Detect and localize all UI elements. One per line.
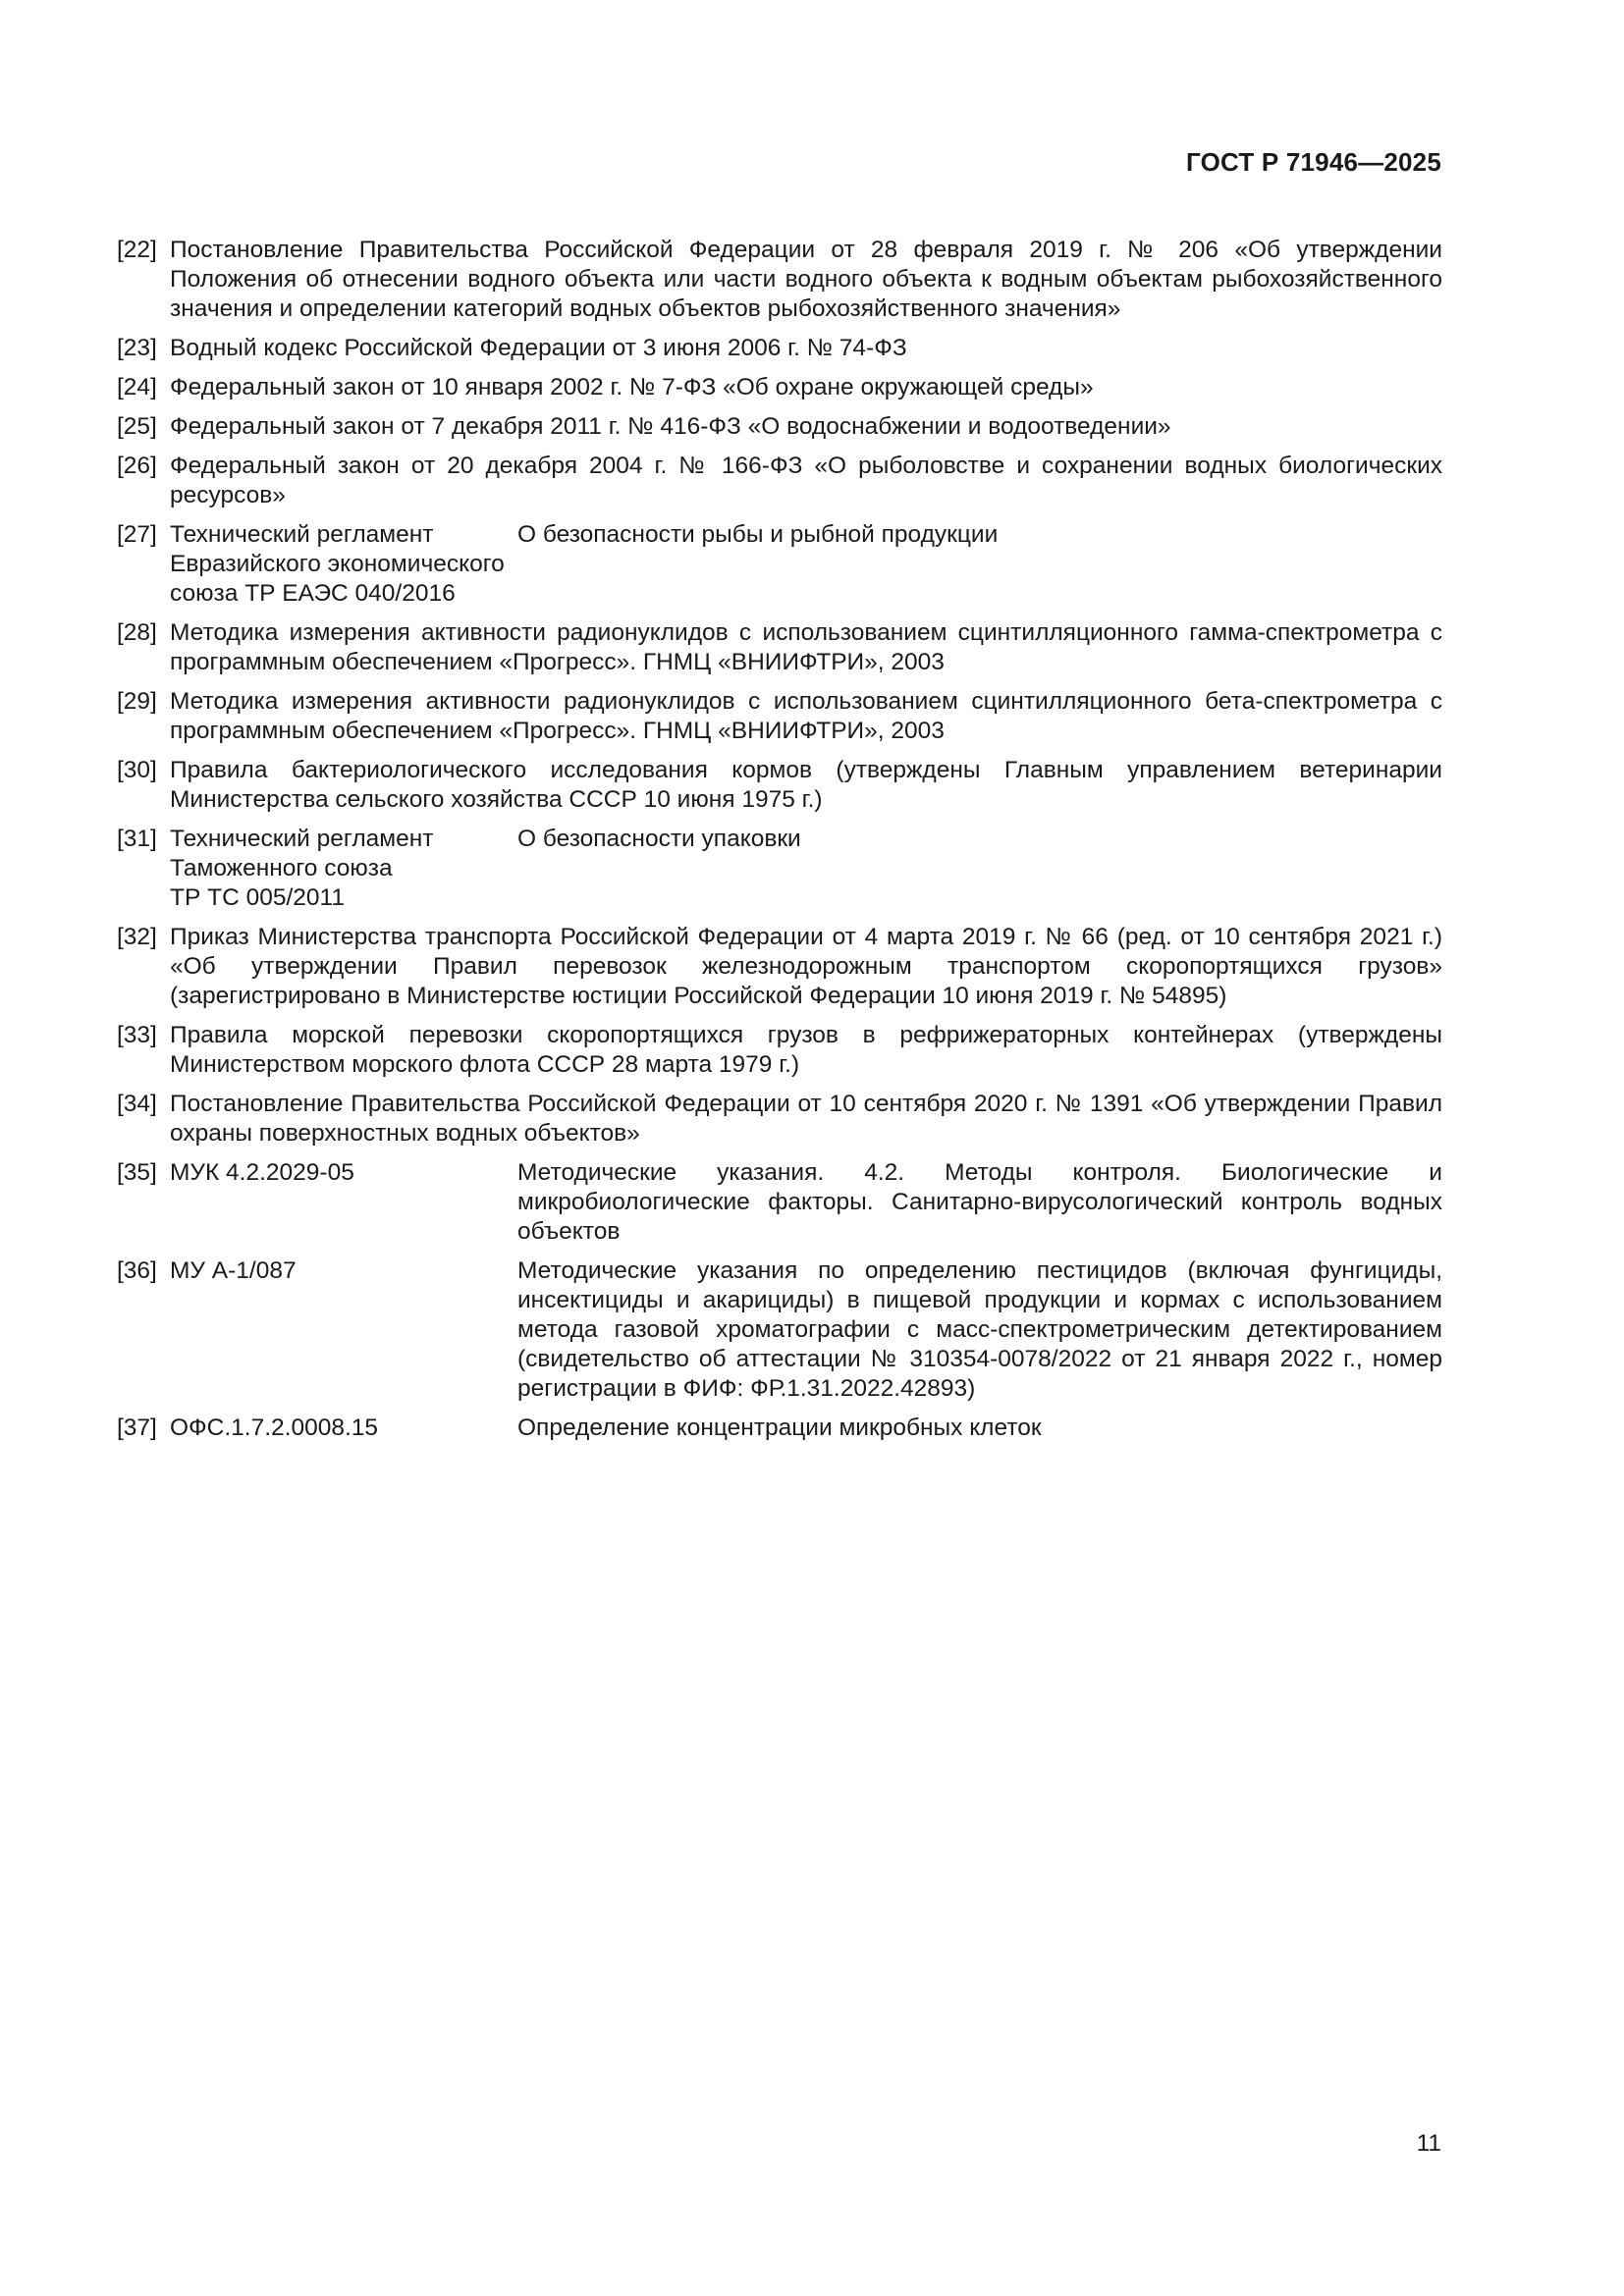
bibliography-entry-text: Федеральный закон от 7 декабря 2011 г. № 416-ФЗ «О водоснабжении и водоотведении» <box>170 413 1171 440</box>
bibliography-entry-number: [32] <box>117 924 157 950</box>
bibliography-entry-number: [26] <box>117 453 157 479</box>
bibliography-entry-number: [35] <box>117 1159 157 1186</box>
bibliography-entry-number: [22] <box>117 237 157 263</box>
bibliography-entry-number: [30] <box>117 757 157 783</box>
bibliography-document-line: Евразийского экономического <box>170 551 505 577</box>
bibliography-entry-text: Федеральный закон от 10 января 2002 г. № 7-ФЗ «Об охране окружающей среды» <box>170 374 1094 400</box>
bibliography-entry-number: [36] <box>117 1257 157 1284</box>
bibliography-entry-number: [23] <box>117 335 157 361</box>
bibliography-entry-number: [29] <box>117 688 157 715</box>
bibliography-entry-number: [25] <box>117 413 157 440</box>
page-number: 11 <box>1416 2130 1441 2157</box>
bibliography-entry <box>117 825 1442 913</box>
bibliography-document-line: ТР ТС 005/2011 <box>170 884 345 911</box>
bibliography-document-line: МУ А-1/087 <box>170 1257 297 1284</box>
bibliography-entry <box>117 520 1442 609</box>
bibliography-entry <box>117 756 1442 815</box>
bibliography-entry-text: Правила морской перевозки скоропортящихся грузов в рефрижераторных контейнерах (утверждены Министерством морского флота СССР 28 марта 1979 г.) <box>170 1022 1442 1078</box>
bibliography-entry <box>117 923 1442 1011</box>
bibliography-entry-number: [33] <box>117 1022 157 1048</box>
bibliography-entry-number: [28] <box>117 619 157 646</box>
bibliography-entry <box>117 1158 1442 1247</box>
bibliography-entry <box>117 373 1442 402</box>
bibliography-entry-description: Определение концентрации микробных клеток <box>517 1415 1042 1441</box>
bibliography-entry-text: Федеральный закон от 20 декабря 2004 г. № 166-ФЗ «О рыболовстве и сохранении водных биологических ресурсов» <box>170 453 1442 508</box>
bibliography-entry-text: Методика измерения активности радионуклидов с использованием сцинтилляционного гамма-спектрометра с программным обеспечением «Прогресс». ГНМЦ «ВНИИФТРИ», 2003 <box>170 619 1442 675</box>
document-code-header: ГОСТ Р 71946—2025 <box>1186 147 1441 177</box>
bibliography-entry-text: Методика измерения активности радионуклидов с использованием сцинтилляционного бета-спектрометра с программным обеспечением «Прогресс». ГНМЦ «ВНИИФТРИ», 2003 <box>170 688 1442 744</box>
bibliography-entry-document <box>170 825 517 913</box>
bibliography-entry-number: [31] <box>117 826 157 852</box>
bibliography-entry-description: О безопасности рыбы и рыбной продукции <box>517 521 999 548</box>
bibliography-entry <box>117 412 1442 442</box>
bibliography-entry-number: [27] <box>117 521 157 548</box>
bibliography-entry <box>117 1090 1442 1148</box>
bibliography-entry-number: [37] <box>117 1415 157 1441</box>
bibliography-list <box>117 236 1442 1453</box>
bibliography-entry-description: Методические указания по определению пестицидов (включая фунгициды, инсектициды и акарициды) в пищевой продукции и кормах с использованием метода газовой хроматографии с масс-спектрометрическим детектированием (свидетельство об аттестации № 310354-0078/2022 от 21 января 2022 г., номер регистрации в ФИФ: ФР.1.31.2022.42893) <box>517 1257 1442 1402</box>
bibliography-document-line: Таможенного союза <box>170 855 393 881</box>
bibliography-entry-text: Постановление Правительства Российской Федерации от 28 февраля 2019 г. № 206 «Об утверждении Положения об отнесении водного объекта или части водного объекта к водным объектам рыбохозяйственного значения и определении категорий водных объектов рыбохозяйственного значения» <box>170 237 1442 322</box>
bibliography-document-line: ОФС.1.7.2.0008.15 <box>170 1415 379 1441</box>
bibliography-entry <box>117 687 1442 746</box>
bibliography-entry-text: Водный кодекс Российской Федерации от 3 июня 2006 г. № 74-ФЗ <box>170 335 907 361</box>
bibliography-entry <box>117 1414 1442 1443</box>
bibliography-entry-description: Методические указания. 4.2. Методы контроля. Биологические и микробиологические факторы. Санитарно-вирусологический контроль водных объектов <box>517 1159 1442 1245</box>
bibliography-entry-text: Приказ Министерства транспорта Российской Федерации от 4 марта 2019 г. № 66 (ред. от 10 сентября 2021 г.) «Об утверждении Правил перевозок железнодорожным транспортом скоропортящихся грузов» (зарегистрировано в Министерстве юстиции Российской Федерации 10 июня 2019 г. № 54895) <box>170 924 1442 1009</box>
bibliography-entry-document <box>170 1414 517 1443</box>
bibliography-entry-description: О безопасности упаковки <box>517 826 801 852</box>
bibliography-entry <box>117 236 1442 324</box>
bibliography-entry-text: Постановление Правительства Российской Федерации от 10 сентября 2020 г. № 1391 «Об утверждении Правил охраны поверхностных водных объектов» <box>170 1091 1442 1147</box>
bibliography-document-line: Технический регламент <box>170 826 434 852</box>
bibliography-entry-document <box>170 1158 517 1247</box>
bibliography-document-line: союза ТР ЕАЭС 040/2016 <box>170 580 456 607</box>
bibliography-entry <box>117 334 1442 363</box>
bibliography-entry-document <box>170 1256 517 1404</box>
bibliography-document-line: Технический регламент <box>170 521 434 548</box>
bibliography-entry-number: [24] <box>117 374 157 400</box>
bibliography-entry <box>117 1256 1442 1404</box>
bibliography-entry-document <box>170 520 517 609</box>
bibliography-entry <box>117 618 1442 677</box>
bibliography-entry <box>117 1021 1442 1080</box>
bibliography-document-line: МУК 4.2.2029-05 <box>170 1159 354 1186</box>
bibliography-entry <box>117 452 1442 510</box>
bibliography-entry-number: [34] <box>117 1091 157 1117</box>
bibliography-entry-text: Правила бактериологического исследования кормов (утверждены Главным управлением ветеринарии Министерства сельского хозяйства СССР 10 июня 1975 г.) <box>170 757 1442 813</box>
